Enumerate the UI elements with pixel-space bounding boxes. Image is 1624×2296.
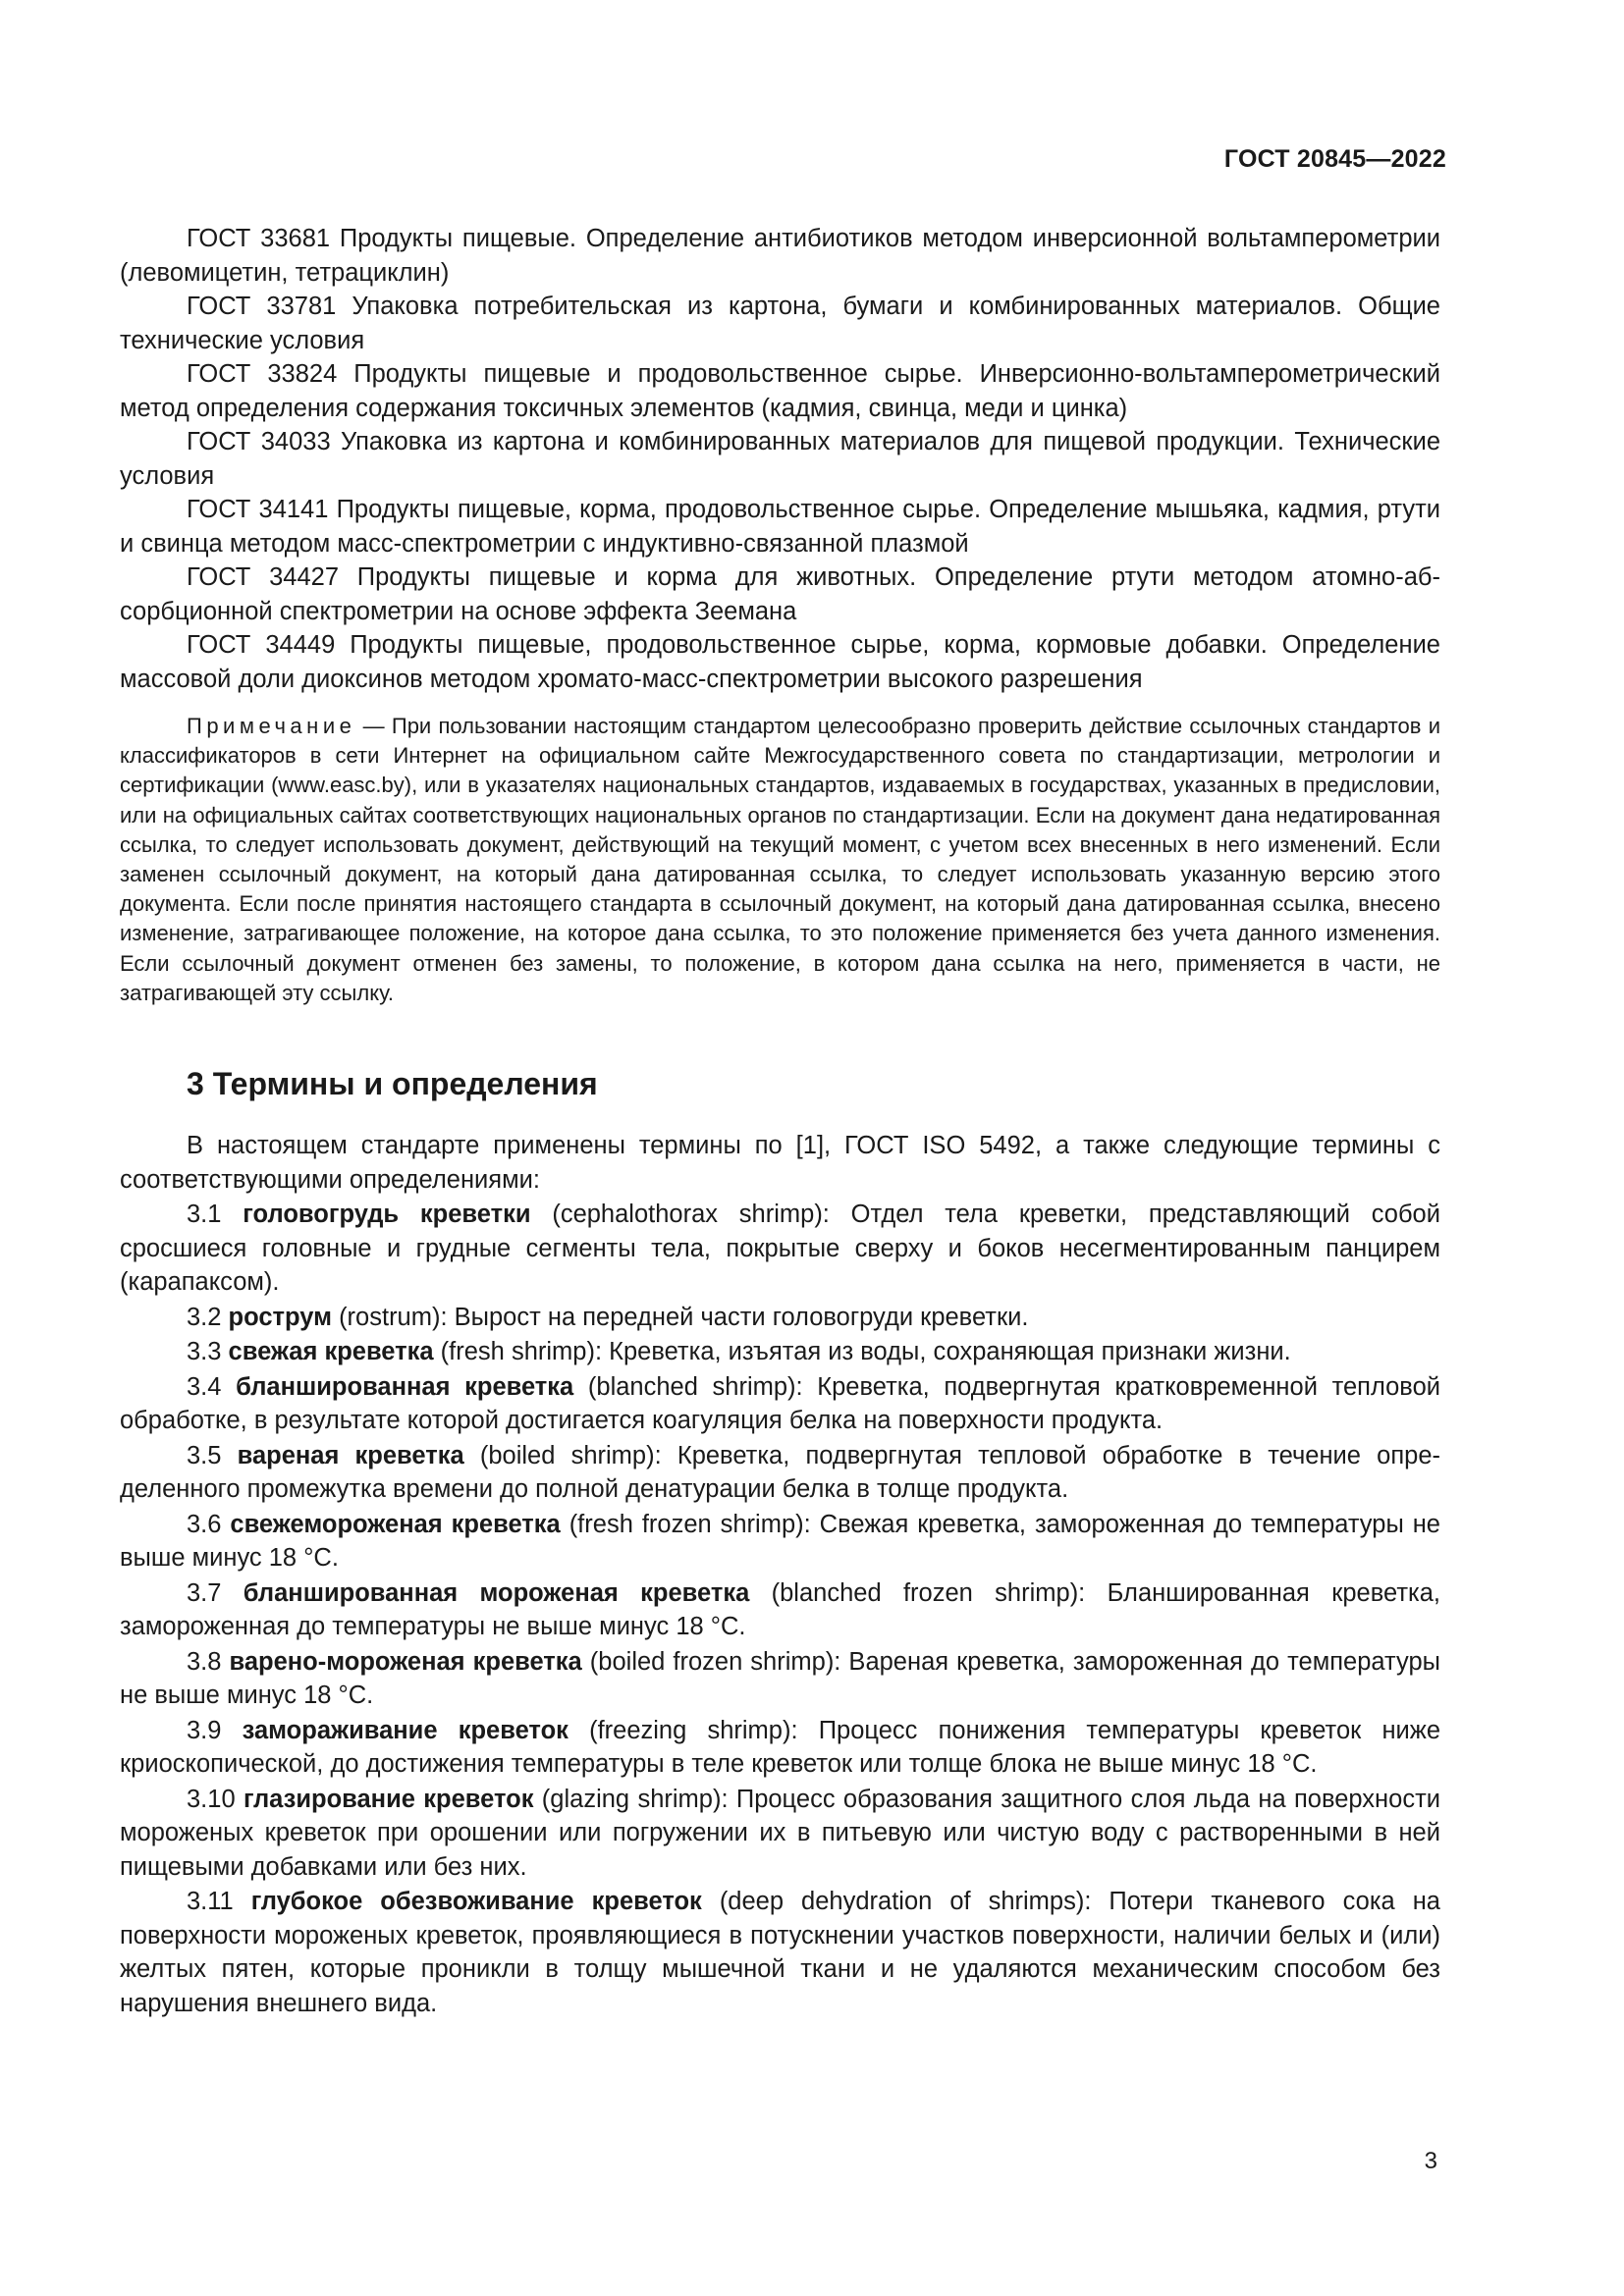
term-definition — [120, 1335, 1440, 1369]
term-number: 3.3 — [187, 1338, 229, 1366]
term-definition — [120, 1783, 1440, 1885]
term-text: (blanched shrimp): Креветка, подвергнутая кратковременной тепловой обработке, в результате которой достигается коагуляция белка на поверхности продукта. — [120, 1372, 1440, 1435]
term-name: бланшированная креветка — [236, 1372, 574, 1401]
term-text: (deep dehydration of shrimps): Потери тканевого сока на поверхности мороженых креветок, проявляющиеся в потускнении участков поверхности, наличии белых и (или) желтых пятен, которые проникли в толщу мышечной ткани и не удаляются механическим способом без нарушения внешнего вида. — [120, 1888, 1440, 2017]
page-content — [120, 222, 1440, 2021]
note-label: Примечание — [187, 714, 356, 738]
term-number: 3.9 — [187, 1716, 243, 1744]
term-number: 3.4 — [187, 1372, 237, 1401]
term-definition — [120, 1508, 1440, 1575]
reference-item: ГОСТ 34427 Продукты пищевые и корма для животных. Определение ртути методом атомно-абсорбционной спектрометрии на основе эффекта Зеемана — [120, 563, 1440, 625]
note-text: При пользовании настоящим стандартом целесообразно проверить действие ссылочных стандартов и классификаторов в сети Интернет на официальном сайте Межгосударственного совета по стандартизации, метрологии и сертификации (www.easc.by), или в указателях национальных стандартов, издаваемых в государствах, указанных в предисловии, или на официальных сайтах соответствующих национальных органов по стандартизации. Если на документ дана недатированная ссылка, то следует использовать документ, действующий на текущий момент, с учетом всех внесенных в него изменений. Если заменен ссылочный документ, на который дана датированная ссылка, то следует использовать указанную версию этого документа. Если после принятия настоящего стандарта в ссылочный документ, на который дана датированная ссылка, внесено изменение, затрагивающее положение, на которое дана ссылка, то это положение применяется без учета данного изменения. Если ссылочный документ отменен без замены, то положение, в котором дана ссылка на него, применяется в части, не затрагивающей эту ссылку. — [120, 714, 1440, 1005]
document-code-header: ГОСТ 20845—2022 — [1223, 145, 1446, 173]
term-name: рострум — [228, 1303, 332, 1331]
term-definition — [120, 1645, 1440, 1713]
reference-item: ГОСТ 33824 Продукты пищевые и продовольственное сырье. Инверсионно-вольтамперометрический метод определения содержания токсичных элементов (кадмия, свинца, меди и цинка) — [120, 360, 1440, 422]
term-definition — [120, 1439, 1440, 1507]
term-name: свежая креветка — [228, 1338, 434, 1366]
reference-item: ГОСТ 34033 Упаковка из картона и комбинированных материалов для пищевой продукции. Технические условия — [120, 428, 1440, 490]
reference-item: ГОСТ 34141 Продукты пищевые, корма, продовольственное сырье. Определение мышьяка, кадмия, ртути и свинца методом масс-спектрометрии с индуктивно-связанной плазмой — [120, 496, 1440, 558]
note-dash: — — [355, 714, 392, 738]
term-number: 3.5 — [187, 1441, 238, 1469]
term-text: (rostrum): Вырост на передней части головогруди креветки. — [331, 1303, 1029, 1331]
reference-item: ГОСТ 34449 Продукты пищевые, продовольственное сырье, корма, кормовые добавки. Определение массовой доли диоксинов методом хромато-масс-спектрометрии высокого разрешения — [120, 631, 1440, 693]
term-definition — [120, 1198, 1440, 1300]
term-name: замораживание креветок — [242, 1716, 568, 1744]
term-name: свежемороженая креветка — [230, 1510, 561, 1538]
term-text: (fresh shrimp): Креветка, изъятая из воды, сохраняющая признаки жизни. — [433, 1338, 1291, 1366]
term-number: 3.1 — [187, 1201, 244, 1229]
term-text: (freezing shrimp): Процесс понижения температуры креветок ниже криоскопической, до достижения температуры в теле креветок или толще блока не выше минус 18 °С. — [120, 1716, 1441, 1779]
note-paragraph — [120, 712, 1440, 1008]
term-text: (glazing shrimp): Процесс образования защитного слоя льда на поверхности мороженых креветок при орошении или погружении их в питьевую или чистую воду с растворенными в ней пищевыми добавками или без них. — [120, 1785, 1440, 1881]
term-definition — [120, 1301, 1440, 1335]
term-definition — [120, 1370, 1440, 1438]
term-name: головогрудь креветки — [243, 1201, 531, 1229]
term-number: 3.11 — [187, 1888, 251, 1916]
term-name: бланшированная мороженая креветка — [243, 1578, 750, 1607]
term-definition — [120, 1885, 1440, 2020]
term-text: (boiled frozen shrimp): Вареная креветка, замороженная до температуры не выше минус 18 °С. — [120, 1647, 1440, 1710]
page-number: 3 — [1424, 2148, 1437, 2174]
term-name: глубокое обезвоживание креветок — [250, 1888, 702, 1916]
reference-item: ГОСТ 33681 Продукты пищевые. Определение антибиотиков методом инверсионной вольтамперометрии (левомицетин, тетрациклин) — [120, 225, 1440, 287]
term-text: (blanched frozen shrimp): Бланшированная креветка, замороженная до температуры не выше минус 18 °С. — [120, 1578, 1440, 1641]
terms-list — [120, 1129, 1440, 2020]
term-text: (boiled shrimp): Креветка, подвергнутая тепловой обработке в течение определенного промежутка времени до полной денатурации белка в толще продукта. — [120, 1441, 1440, 1504]
term-number: 3.6 — [187, 1510, 231, 1538]
normative-references-list — [120, 222, 1440, 696]
term-definition — [120, 1576, 1440, 1644]
term-name: глазирование креветок — [243, 1785, 534, 1813]
term-number: 3.8 — [187, 1647, 230, 1676]
term-definition — [120, 1714, 1440, 1782]
term-text: (fresh frozen shrimp): Свежая креветка, замороженная до температуры не выше минус 18 °С. — [120, 1510, 1440, 1573]
section-title: 3 Термины и определения — [187, 1066, 598, 1102]
term-number: 3.10 — [187, 1785, 244, 1813]
term-number: 3.7 — [187, 1578, 244, 1607]
term-name: варено-мороженая креветка — [229, 1647, 582, 1676]
reference-item: ГОСТ 33781 Упаковка потребительская из картона, бумаги и комбинированных материалов. Общие технические условия — [120, 293, 1440, 354]
term-text: (cephalothorax shrimp): Отдел тела креветки, представляющий собой сросшиеся головные и грудные сегменты тела, покрытые сверху и боков несегментированным панцирем (карапаксом). — [120, 1201, 1440, 1297]
section-intro: В настоящем стандарте применены термины по [1], ГОСТ ISO 5492, а также следующие термины с соответствующими определениями: — [120, 1132, 1440, 1194]
term-name: вареная креветка — [237, 1441, 464, 1469]
term-number: 3.2 — [187, 1303, 229, 1331]
